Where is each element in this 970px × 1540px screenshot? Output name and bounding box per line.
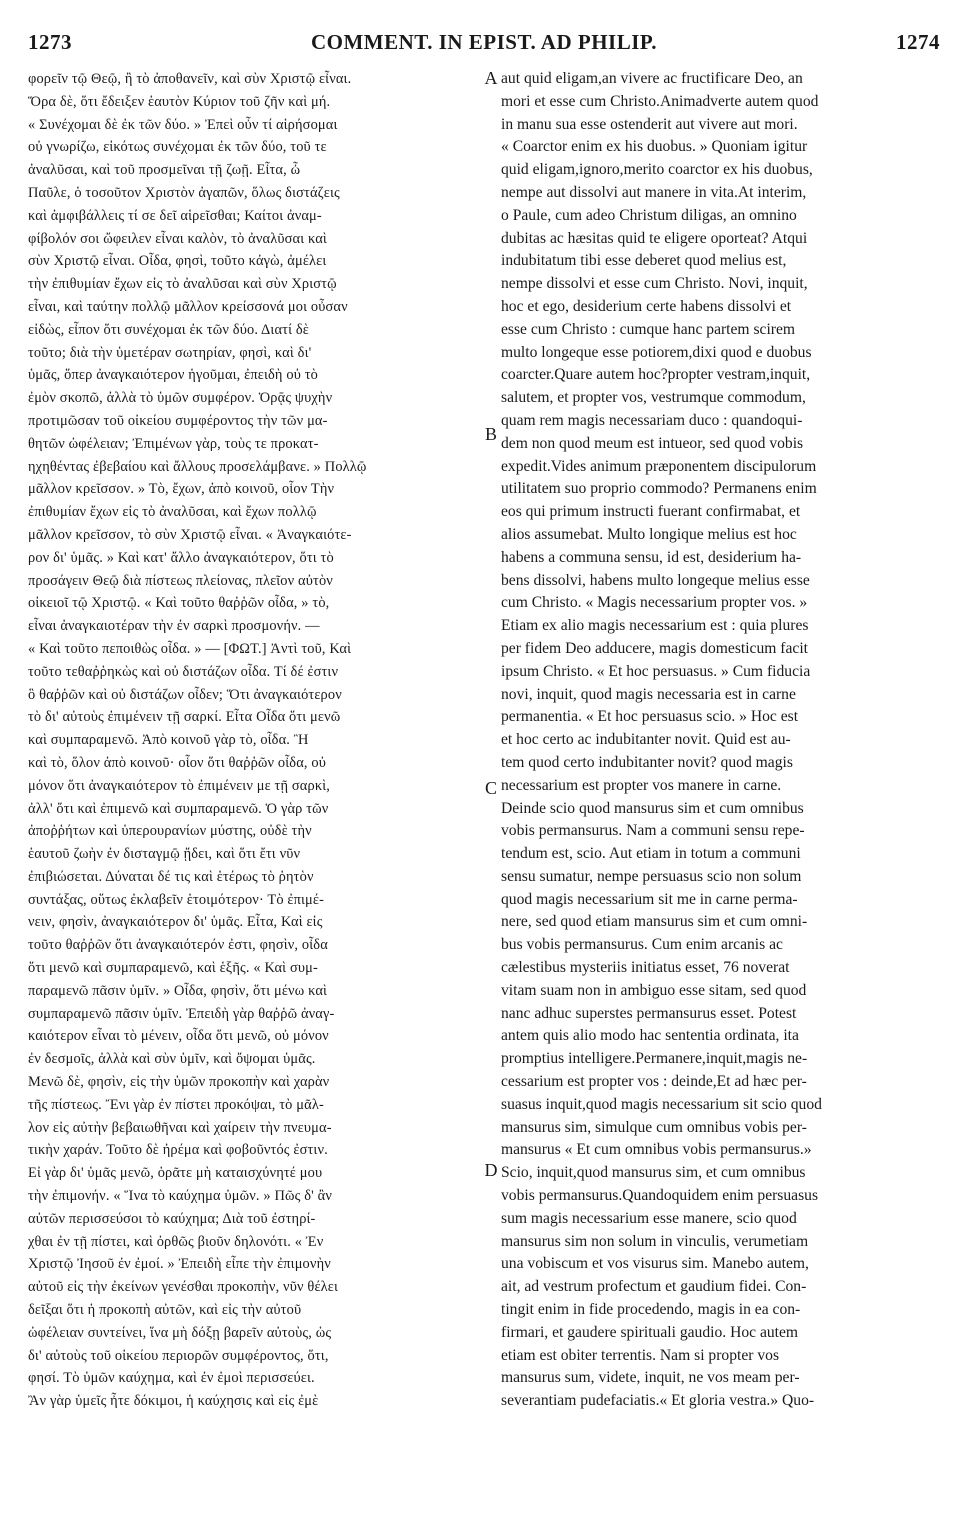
latin-text-line: cum Christo. « Magis necessarium propter vos. » (501, 594, 808, 612)
greek-text-line: αὐτοῦ εἰς τὴν ἐκείνων γενέσθαι προκοπὴν, νῦν θέλει (28, 1279, 338, 1296)
latin-text-line: et hoc certo ac indubitanter novit. Quid est au- (501, 731, 791, 749)
greek-text-line: Παῦλε, ὁ τοσοῦτον Χριστὸν ἀγαπῶν, ὅλως διστάζεις (28, 184, 340, 201)
latin-text-line: novi, inquit, quod magis necessaria est in carne (501, 685, 796, 703)
greek-text-line: ἀλλ' ὅτι καὶ ἐπιμενῶ καὶ συμπαραμενῶ. Ὁ γὰρ τῶν (28, 800, 329, 817)
latin-text-line: sensu sumatur, nempe persuasus scio non solum (501, 867, 802, 885)
greek-text-line: καὶ τὸ, ὅλον ἀπὸ κοινοῦ· οἷον ὅτι θαῤῥῶν οἶδα, οὐ (28, 754, 327, 771)
greek-text-line: τοῦτο; διὰ τὴν ὑμετέραν σωτηρίαν, φησὶ, καὶ δι' (28, 344, 312, 361)
greek-text-line: νειν, φησὶν, ἀναγκαιότερον δι' ὑμᾶς. Εἶτα, Καὶ εἰς (28, 914, 323, 931)
latin-text-line: firmari, et gaudere spirituali gaudio. Hoc autem (501, 1323, 799, 1341)
greek-text-line: ἑαυτοῦ ζωὴν ἐν δισταγμῷ ᾔδει, καὶ ὅτι ἔτι νῦν (28, 846, 301, 863)
latin-text-line: severantiam pudefaciatis.« Et gloria vestra.» Quo- (501, 1392, 815, 1410)
greek-text-line: ρον δι' ὑμᾶς. » Καὶ κατ' ἄλλο ἀναγκαιότερον, ὅτι τὸ (28, 549, 334, 566)
greek-text-line: τὴν ἐπιθυμίαν ἔχων εἰς τὸ ἀναλῦσαι καὶ σὺν Χριστῷ (28, 276, 337, 293)
latin-text-line: ipsum Christo. « Et hoc persuasus. » Cum fiducia (501, 662, 811, 680)
latin-text-line: tendum est, scio. Aut etiam in totum a communi (501, 845, 801, 863)
greek-text-line: αὐτῶν περισσεύσοι τὸ καύχημα; Διὰ τοῦ ἐστηρί- (28, 1210, 316, 1227)
latin-text-line: mansurus sim, simulque cum omnibus vobis per- (501, 1118, 807, 1136)
greek-text-line: θητῶν ὠφέλειαν; Ἐπιμένων γὰρ, τοὺς τε προκατ- (28, 435, 319, 452)
greek-text-line: μᾶλλον κρεῖσσον. » Τὸ, ἔχων, ἀπὸ κοινοῦ, οἷον Τὴν (28, 481, 335, 498)
latin-text-line: « Coarctor enim ex his duobus. » Quoniam igitur (501, 138, 808, 156)
latin-text-line: hoc et ego, desiderium certe habens dissolvi et (501, 297, 792, 315)
greek-text-line: εἰδὼς, εἶπον ὅτι συνέχομαι ἐκ τῶν δύο. Διατί δὲ (28, 321, 309, 338)
latin-text-line: indubitatum tibi esse deberet quod melius est, (501, 252, 787, 270)
latin-text-line: aut quid eligam,an vivere ac fructificare Deo, an (501, 70, 803, 87)
latin-text-line: alios assumebat. Multo longique melius est hoc (501, 525, 797, 543)
greek-text-line: Μενῶ δὲ, φησὶν, εἰς τὴν ὑμῶν προκοπὴν καὶ χαρὰν (28, 1074, 330, 1091)
section-marker-c: C (484, 778, 497, 798)
greek-text-line: σὺν Χριστῷ εἶναι. Οἶδα, φησὶ, τοῦτο κἀγὼ, ἀμέλει (28, 253, 327, 270)
section-marker-d: D (484, 1160, 498, 1180)
latin-text-line: habens a communa sensu, id est, desiderium ha- (501, 548, 802, 566)
greek-text-line: μᾶλλον κρεῖσσον, τὸ σὺν Χριστῷ εἶναι. « Ἀναγκαιότε- (28, 526, 352, 543)
greek-text-line: οὐ γνωρίζω, εἰκότως συνέχομαι ἐκ τῶν δύο, τοῦ τε (28, 139, 327, 156)
latin-text-line: dem non quod meum est intueor, sed quod vobis (501, 434, 804, 452)
greek-text-line: ὅτι μενῶ καὶ συμπαραμενῶ, καὶ ἑξῆς. « Καὶ συμ- (28, 960, 318, 977)
section-marker-b: B (484, 424, 497, 444)
latin-text-line: una vobiscum et vos visurus sim. Manebo autem, (501, 1255, 809, 1273)
latin-text-line: suasus inquit,quod magis necessarium sit scio quod (501, 1095, 822, 1113)
latin-text-line: bens dissolvi, habens multo longeque melius esse (501, 571, 810, 589)
greek-text-line: δι' αὐτοὺς τοῦ οἰκείου περιορῶν συμφέροντος, ὅτι, (28, 1347, 329, 1364)
latin-text-line: quam rem magis necessariam duco : quandoqui- (501, 411, 803, 429)
latin-text-line: nere, sed quod etiam mansurus sim et cum omni- (501, 913, 808, 931)
page-number-right: 1274 (896, 30, 940, 54)
greek-text-line: καιότερον εἶναι τὸ μένειν, οἶδα ὅτι μενῶ, οὐ μόνον (28, 1028, 329, 1045)
greek-text-line: ἐπιθυμίαν ἔχων εἰς τὸ ἀναλῦσαι, καὶ ἔχων πολλῷ (28, 504, 317, 521)
greek-text-line: συμπαραμενῶ πᾶσιν ὑμῖν. Ἐπειδὴ γὰρ θαῤῥῶ ἀναγ- (28, 1005, 335, 1022)
greek-text-line: εἶναι ἀναγκαιοτέραν τὴν ἐν σαρκὶ προσμονήν. — (28, 618, 320, 635)
latin-text-line: tem quod certo indubitanter novit? quod magis (501, 753, 793, 771)
latin-text-line: cælestibus mysteriis initiatus esset, 76 noverat (501, 959, 790, 977)
latin-text-line: Deinde scio quod mansurus sim et cum omnibus (501, 799, 804, 817)
greek-text-line: τῆς πίστεως. Ἔνι γὰρ ἐν πίστει προκόψαι, τὸ μᾶλ- (28, 1096, 324, 1113)
latin-text-line: in manu sua esse ostenderit aut vivere aut mori. (501, 115, 798, 133)
greek-text-line: καὶ ἀμφιβάλλεις τί σε δεῖ αἱρεῖσθαι; Καίτοι ἀναμ- (28, 207, 322, 224)
latin-text-line: sum magis necessarium esse manere, scio quod (501, 1209, 797, 1227)
greek-text-line: ὃ θαῤῥῶν καὶ οὐ διστάζων οἶδεν; Ὅτι ἀναγκαιότερον (28, 686, 342, 703)
latin-text-line: bus vobis permansurus. Cum enim arcanis ac (501, 936, 783, 954)
latin-text-line: mansurus sum, videte, inquit, ne vos meam per- (501, 1369, 800, 1387)
latin-text-line: Etiam ex alio magis necessarium est : quia plures (501, 617, 809, 635)
greek-text-line: συντάξας, οὕτως ἐκλαβεῖν ἑτοιμότερον· Τὸ ἐπιμέ- (28, 891, 325, 908)
latin-text-line: multo longeque esse potiorem,dixi quod e duobus (501, 343, 812, 361)
latin-text-line: per fidem Deo adducere, magis domesticum facit (501, 639, 808, 657)
greek-text-line: ἐν δεσμοῖς, ἀλλὰ καὶ σὺν ὑμῖν, καὶ ὄψομαι ὑμᾶς. (28, 1051, 316, 1068)
latin-text-line: coarcter.Quare autem hoc?propter vestram,inquit, (501, 366, 811, 384)
greek-text-line: φορεῖν τῷ Θεῷ, ἢ τὸ ἀποθανεῖν, καὶ σὺν Χριστῷ εἶναι. (28, 71, 352, 87)
greek-text-line: μόνον ὅτι ἀναγκαιότερον τὸ ἐπιμένειν με τῇ σαρκὶ, (28, 777, 330, 794)
greek-text-line: τὸ δι' αὐτοὺς ἐπιμένειν τῇ σαρκί. Εἶτα Οἶδα ὅτι μενῶ (28, 709, 341, 726)
greek-text-line: εἶναι, καὶ ταύτην πολλῷ μᾶλλον κρείσσονά μοι οὖσαν (28, 298, 348, 315)
greek-text-line: φησί. Τὸ ὑμῶν καύχημα, καὶ ἐν ἐμοὶ περισσεύει. (28, 1370, 315, 1387)
latin-text-line: vobis permansurus. Nam a communi sensu repe- (501, 822, 805, 840)
greek-text-line: προσάγειν Θεῷ διὰ πίστεως πλείονας, πλεῖον αὐτὸν (28, 572, 333, 589)
greek-text-line: τοῦτο τεθαῤῥηκὼς καὶ οὐ διστάζων οἶδα. Τί δέ ἐστιν (28, 663, 339, 680)
latin-text-line: mansurus « Et cum omnibus vobis permansurus.» (501, 1141, 812, 1159)
greek-text-line: Χριστῷ Ἰησοῦ ἐν ἐμοί. » Ἐπειδὴ εἶπε τὴν ἐπιμονὴν (28, 1256, 331, 1273)
latin-text-line: mansurus sim non solum in vinculis, verumetiam (501, 1232, 809, 1250)
latin-text-line: nempe aut dissolvi aut manere in vita.At interim, (501, 183, 807, 201)
greek-text-line: καὶ συμπαραμενῶ. Ἀπὸ κοινοῦ γὰρ τὸ, οἶδα. Ἢ (28, 732, 309, 749)
latin-column (501, 68, 941, 1413)
greek-text-line: φίβολόν σοι ὤφειλεν εἶναι καλὸν, τὸ ἀναλῦσαι καὶ (28, 230, 327, 247)
latin-text-line: necessarium est propter vos manere in carne. (501, 776, 782, 794)
latin-text-line: o Paule, cum adeo Christum diligas, an omnino (501, 206, 797, 224)
page-header (28, 30, 940, 60)
latin-text-line: antem quis alio modo hac sententia ordinata, ita (501, 1027, 799, 1045)
latin-text-line: esse cum Christo : cumque hanc partem scirem (501, 320, 796, 338)
greek-text-line: παραμενῶ πᾶσιν ὑμῖν. » Οἶδα, φησὶν, ὅτι μένω καὶ (28, 982, 328, 999)
latin-text-line: quid eligam,ignoro,merito coarctor ex his duobus, (501, 161, 813, 179)
greek-text-line: τοῦτο θαῤῥῶν ὅτι ἀναγκαιότερόν ἐστι, φησὶν, οἶδα (28, 937, 328, 954)
greek-text-line: ηχηθέντας ἐβεβαίου καὶ ἄλλους προσελάμβανε. » Πολλῷ (28, 458, 367, 475)
latin-text-line: expedit.Vides animum præponentem discipulorum (501, 457, 817, 475)
greek-text-line: δεῖξαι ὅτι ἡ προκοπὴ αὐτῶν, καὶ εἰς τὴν αὐτοῦ (28, 1302, 302, 1319)
greek-text-line: ὑμᾶς, ὅπερ ἀναγκαιότερον ἡγοῦμαι, ἐπειδὴ οὐ τὸ (28, 367, 318, 384)
latin-text-line: eos qui primum instructi fuerant confirmabat, et (501, 503, 801, 521)
running-title: COMMENT. IN EPIST. AD PHILIP. (310, 30, 658, 54)
greek-text-line: « Συνέχομαι δὲ ἐκ τῶν δύο. » Ἐπεὶ οὖν τί αἱρήσομαι (28, 116, 338, 133)
greek-text-line: λον εἰς αὐτὴν βεβαιωθῆναι καὶ χαίρειν τὴν πνευμα- (28, 1119, 332, 1136)
greek-text-line: προτιμῶσαν τοῦ οἰκείου συμφέροντος τὴν τῶν μα- (28, 412, 328, 429)
latin-text-line: promptius intelligere.Permanere,inquit,magis ne- (501, 1050, 808, 1068)
latin-text-line: mori et esse cum Christo.Animadverte autem quod (501, 92, 819, 110)
greek-text-line: Ὅρα δὲ, ὅτι ἔδειξεν ἑαυτὸν Κύριον τοῦ ζῆν καὶ μή. (28, 93, 331, 110)
greek-text-line: « Καὶ τοῦτο πεποιθὼς οἶδα. » — [ΦΩΤ.] Ἀντὶ τοῦ, Καὶ (28, 640, 352, 657)
latin-text-line: permanentia. « Et hoc persuasus scio. » Hoc est (501, 708, 799, 726)
greek-text-line: ὠφέλειαν συντείνει, ἵνα μὴ δόξῃ βαρεῖν αὐτοὺς, ὡς (28, 1324, 332, 1341)
latin-text-line: tingit enim in fide procedendo, magis in ea con- (501, 1301, 801, 1319)
greek-text-line: ἀναλῦσαι, καὶ τοῦ προσμεῖναι τῇ ζωῇ. Εἶτα, ὦ (28, 162, 301, 179)
latin-text-line: cessarium est propter vos : deinde,Et ad hæc per- (501, 1073, 807, 1091)
latin-text-line: vobis permansurus.Quandoquidem enim persuasus (501, 1187, 819, 1205)
greek-text-line: ἐπιβιώσεται. Δύναται δέ τις καὶ ἑτέρως τὸ ῥητὸν (28, 868, 314, 885)
greek-text-line: τὴν ἐπιμονήν. « Ἵνα τὸ καύχημα ὑμῶν. » Πῶς δ' ἂν (28, 1188, 333, 1205)
latin-text-line: nempe dissolvi et esse cum Christo. Novi, inquit, (501, 275, 808, 293)
greek-text-line: τικὴν χαράν. Τοῦτο δὲ ἠρέμα καὶ φοβοῦντός ἐστιν. (28, 1142, 328, 1159)
greek-text-line: ἐμὸν σκοπῶ, ἀλλὰ τὸ ὑμῶν συμφέρον. Ὁρᾷς ψυχὴν (28, 390, 333, 407)
latin-text-line: vitam suam non in ambiguo esse sitam, sed quod (501, 981, 807, 999)
latin-text-line: utilitatem suo proprio commodo? Permanens enim (501, 480, 817, 498)
greek-text-line: Εἰ γὰρ δι' ὑμᾶς μενῶ, ὁρᾶτε μὴ καταισχύνητέ μου (28, 1165, 323, 1182)
section-marker-a: A (484, 68, 498, 88)
latin-text-line: etiam est obiter terrentis. Nam si propter vos (501, 1346, 780, 1364)
greek-text-line: ἀποῤῥήτων καὶ ὑπερουρανίων μύστης, οὐδὲ τὴν (28, 823, 312, 840)
greek-text-line: Ἂν γὰρ ὑμεῖς ἦτε δόκιμοι, ἡ καύχησις καὶ εἰς ἐμὲ (28, 1393, 319, 1410)
greek-column (28, 68, 482, 1413)
latin-text-line: ait, ad vestrum profectum et gaudium fidei. Con- (501, 1278, 807, 1296)
latin-text-line: salutem, et propter vos, vestrumque commodum, (501, 389, 806, 407)
latin-text-line: quod magis necessarium sit me in carne perma- (501, 890, 798, 908)
latin-text-line: Scio, inquit,quod mansurus sim, et cum omnibus (501, 1164, 806, 1182)
greek-text-line: χθαι ἐν τῇ πίστει, καὶ ὀρθῶς βιοῦν δηλονότι. « Ἐν (28, 1233, 324, 1250)
greek-text-line: οἰκειοῖ τῷ Χριστῷ. « Καὶ τοῦτο θαῤῥῶν οἶδα, » τὸ, (28, 595, 330, 612)
latin-text-line: dubitas ac hæsitas quid te eligere oporteat? Atqui (501, 229, 808, 247)
page-number-left: 1273 (28, 30, 72, 54)
latin-text-line: nanc adhuc superstes permansurus esset. Potest (501, 1004, 797, 1022)
